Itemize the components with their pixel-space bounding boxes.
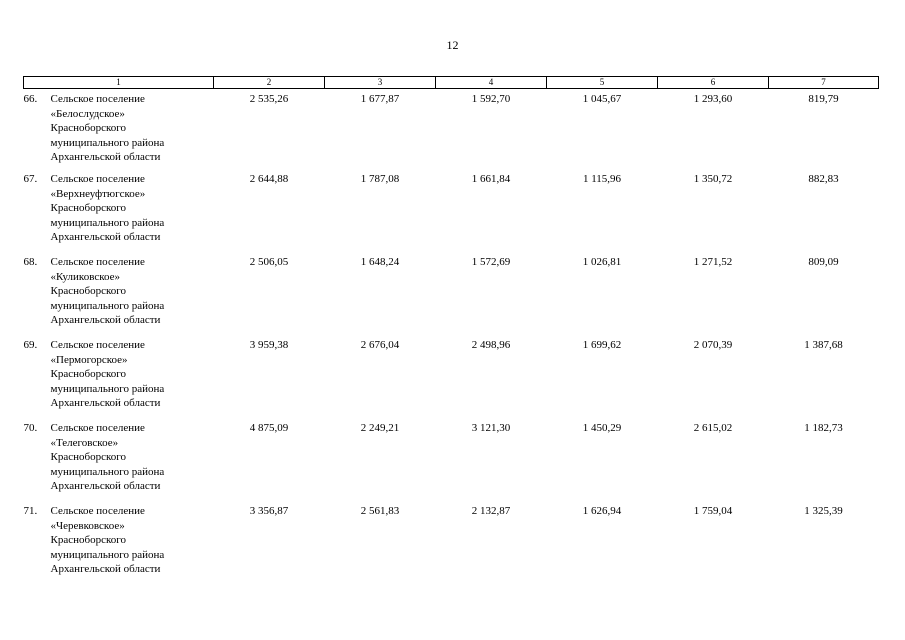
column-header: 2 xyxy=(214,77,325,89)
value-cell: 3 959,38 xyxy=(249,339,289,351)
name-line: Архангельской области xyxy=(50,151,161,163)
table-row xyxy=(24,255,879,338)
value-cell: 1 787,08 xyxy=(360,173,400,185)
table-row xyxy=(24,421,879,504)
value-cell: 2 132,87 xyxy=(471,505,511,517)
name-line: Сельское поселение xyxy=(50,173,145,185)
value-cell: 1 759,04 xyxy=(693,505,733,517)
name-line: муниципального района xyxy=(50,382,165,395)
settlement-name-cell xyxy=(24,504,214,587)
name-line: «Куликовское» xyxy=(50,270,121,283)
value-cell: 809,09 xyxy=(808,256,839,268)
name-line: Сельское поселение xyxy=(50,339,145,351)
value-cell: 1 293,60 xyxy=(693,93,733,105)
table-row xyxy=(24,338,879,421)
value-cell: 1 325,39 xyxy=(804,505,843,517)
name-line: «Верхнеуфтюгское» xyxy=(50,187,146,200)
name-line: муниципального района xyxy=(50,216,165,229)
settlement-name-cell xyxy=(24,172,214,255)
name-line: «Пермогорское» xyxy=(50,353,128,366)
value-cell: 2 535,26 xyxy=(249,93,289,105)
settlement-name-cell xyxy=(24,421,214,504)
name-line: «Белослудское» xyxy=(50,107,125,120)
column-header: 1 xyxy=(24,77,214,89)
value-cell: 3 356,87 xyxy=(249,505,289,517)
name-line: муниципального района xyxy=(50,465,165,478)
value-cell: 1 626,94 xyxy=(582,505,622,517)
row-number: 68. xyxy=(23,256,38,268)
name-line: муниципального района xyxy=(50,136,165,149)
table-row xyxy=(24,172,879,255)
name-line: «Телеговское» xyxy=(50,436,119,449)
name-line: Сельское поселение xyxy=(50,256,145,268)
column-header: 6 xyxy=(658,77,769,89)
column-header: 7 xyxy=(769,77,879,89)
value-cell: 1 648,24 xyxy=(360,256,400,268)
value-cell: 1 026,81 xyxy=(582,256,622,268)
settlement-name-cell xyxy=(24,89,214,173)
name-line: Сельское поселение xyxy=(50,93,145,105)
value-cell: 2 506,05 xyxy=(249,256,289,268)
value-cell: 1 677,87 xyxy=(360,93,400,105)
value-cell: 1 182,73 xyxy=(804,422,843,434)
name-line: Архангельской области xyxy=(50,314,161,326)
value-cell: 1 350,72 xyxy=(693,173,733,185)
row-number: 69. xyxy=(23,339,38,351)
column-header: 4 xyxy=(436,77,547,89)
data-table xyxy=(23,76,879,587)
page-number: 12 xyxy=(446,38,459,52)
value-cell: 1 592,70 xyxy=(471,93,511,105)
name-line: Сельское поселение xyxy=(50,422,145,434)
name-line: Красноборского xyxy=(50,451,126,463)
table-row xyxy=(24,89,879,173)
name-line: Красноборского xyxy=(50,534,126,546)
row-number: 67. xyxy=(23,173,38,185)
name-line: «Черевковское» xyxy=(50,519,125,532)
value-cell: 1 387,68 xyxy=(804,339,843,351)
table-row xyxy=(24,504,879,587)
value-cell: 1 699,62 xyxy=(582,339,622,351)
row-number: 70. xyxy=(23,422,38,434)
value-cell: 2 676,04 xyxy=(360,339,400,351)
value-cell: 2 561,83 xyxy=(360,505,400,517)
settlement-name-cell xyxy=(24,255,214,338)
row-number: 66. xyxy=(23,93,38,105)
value-cell: 2 644,88 xyxy=(249,173,289,185)
value-cell: 819,79 xyxy=(808,93,839,105)
value-cell: 1 572,69 xyxy=(471,256,511,268)
name-line: Красноборского xyxy=(50,122,126,134)
value-cell: 1 661,84 xyxy=(471,173,511,185)
name-line: муниципального района xyxy=(50,299,165,312)
column-header: 3 xyxy=(325,77,436,89)
name-line: Красноборского xyxy=(50,202,126,214)
value-cell: 1 271,52 xyxy=(693,256,733,268)
value-cell: 882,83 xyxy=(808,173,839,185)
name-line: Красноборского xyxy=(50,285,126,297)
value-cell: 2 615,02 xyxy=(693,422,733,434)
settlement-name-cell xyxy=(24,338,214,421)
name-line: Архангельской области xyxy=(50,480,161,492)
column-header: 5 xyxy=(547,77,658,89)
value-cell: 1 450,29 xyxy=(582,422,622,434)
name-line: Архангельской области xyxy=(50,563,161,575)
name-line: Архангельской области xyxy=(50,231,161,243)
value-cell: 1 045,67 xyxy=(582,93,622,105)
value-cell: 3 121,30 xyxy=(471,422,511,434)
name-line: Архангельской области xyxy=(50,397,161,409)
name-line: муниципального района xyxy=(50,548,165,561)
value-cell: 2 249,21 xyxy=(360,422,400,434)
value-cell: 2 498,96 xyxy=(471,339,511,351)
name-line: Сельское поселение xyxy=(50,505,145,517)
value-cell: 1 115,96 xyxy=(582,173,622,185)
table-header-row xyxy=(24,77,879,89)
name-line: Красноборского xyxy=(50,368,126,380)
row-number: 71. xyxy=(23,505,38,517)
value-cell: 4 875,09 xyxy=(249,422,289,434)
value-cell: 2 070,39 xyxy=(693,339,733,351)
